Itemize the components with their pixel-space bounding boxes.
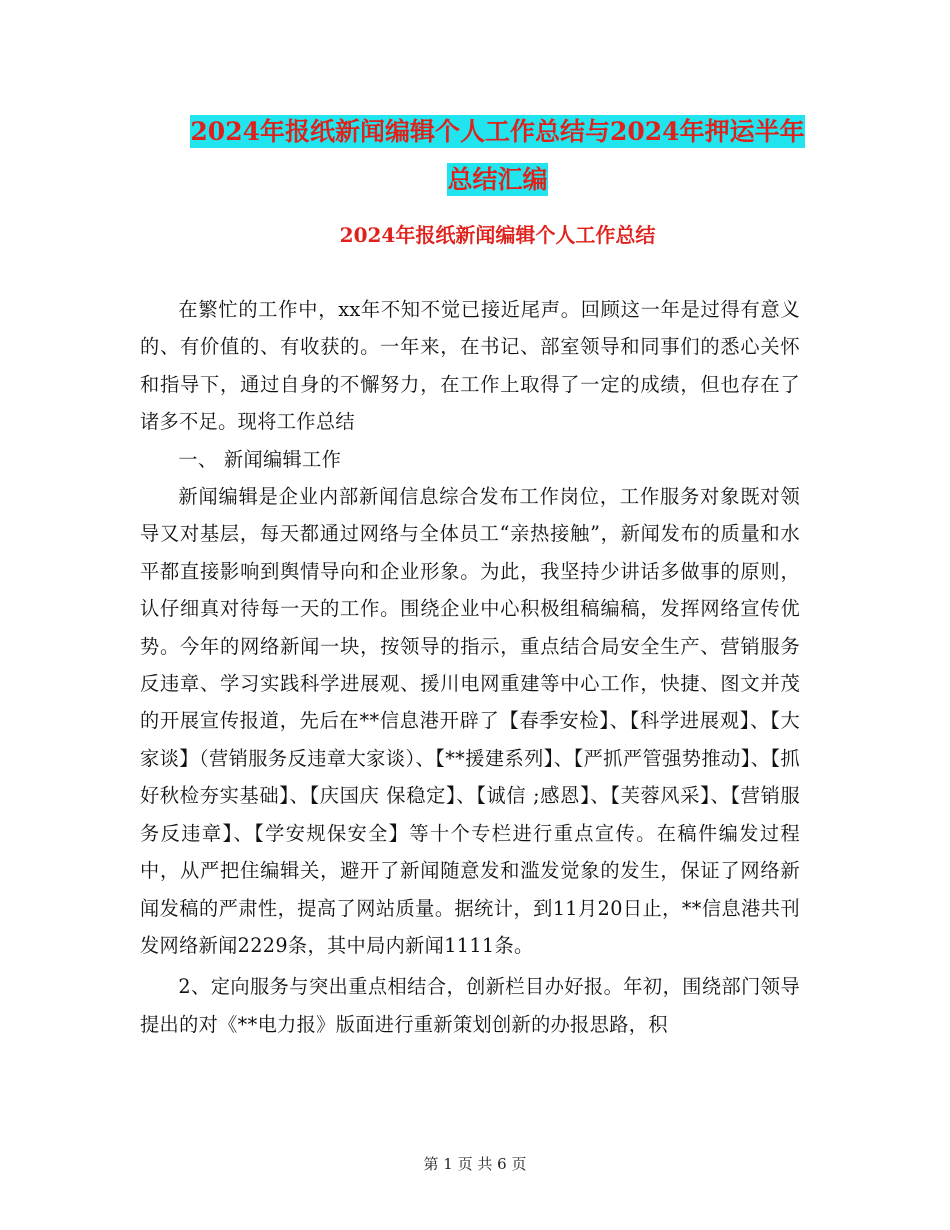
page-footer: 第 1 页 共 6 页 bbox=[423, 1155, 527, 1173]
body-text bbox=[140, 291, 800, 1043]
main-title bbox=[140, 108, 855, 204]
paragraph-heading-news-editing: 一、 新闻编辑工作 bbox=[178, 447, 342, 471]
paragraph-directed-service: 2、定向服务与突出重点相结合，创新栏目办好报。年初，围绕部门领导提出的对《**电力报》版面进行重新策划创新的办报思路，积 bbox=[140, 975, 800, 1036]
section-title: 2024年报纸新闻编辑个人工作总结 bbox=[339, 223, 656, 247]
main-title-line1: 2024年报纸新闻编辑个人工作总结与2024年押运半年 bbox=[190, 117, 805, 146]
main-title-line2: 总结汇编 bbox=[447, 165, 548, 194]
paragraph-news-editing: 新闻编辑是企业内部新闻信息综合发布工作岗位，工作服务对象既对领导又对基层，每天都通过网络与全体员工“亲热接触”，新闻发布的质量和水平都直接影响到舆情导向和企业形象。为此，我坚持少讲话多做事的原则，认仔细真对待每一天的工作。围绕企业中心积极组稿编稿，发挥网络宣传优势。今年的网络新闻一块，按领导的指示，重点结合局安全生产、营销服务反违章、学习实践科学进展观、援川电网重建等中心工作，快捷、图文并茂的开展宣传报道，先后在**信息港开辟了【春季安检】、【科学进展观】、【大家谈】（营销服务反违章大家谈）、【**援建系列】、【严抓严管强势推动】、【抓好秋检夯实基础】、【庆国庆 保稳定】、【诚信 ;感恩】、【芙蓉风采】、【营销服务反违章】、【学安规保安全】等十个专栏进行重点宣传。在稿件编发过程中，从严把住编辑关，避开了新闻随意发和滥发觉象的发生，保证了网络新闻发稿的严肃性，提高了网站质量。据统计，到11月20日止，**信息港共刊发网络新闻2229条，其中局内新闻1111条。 bbox=[140, 485, 800, 957]
paragraph-intro: 在繁忙的工作中，xx年不知不觉已接近尾声。回顾这一年是过得有意义的、有价值的、有收获的。一年来，在书记、部室领导和同事们的悉心关怀和指导下，通过自身的不懈努力，在工作上取得了一定的成绩，但也存在了诸多不足。现将工作总结 bbox=[140, 298, 800, 434]
